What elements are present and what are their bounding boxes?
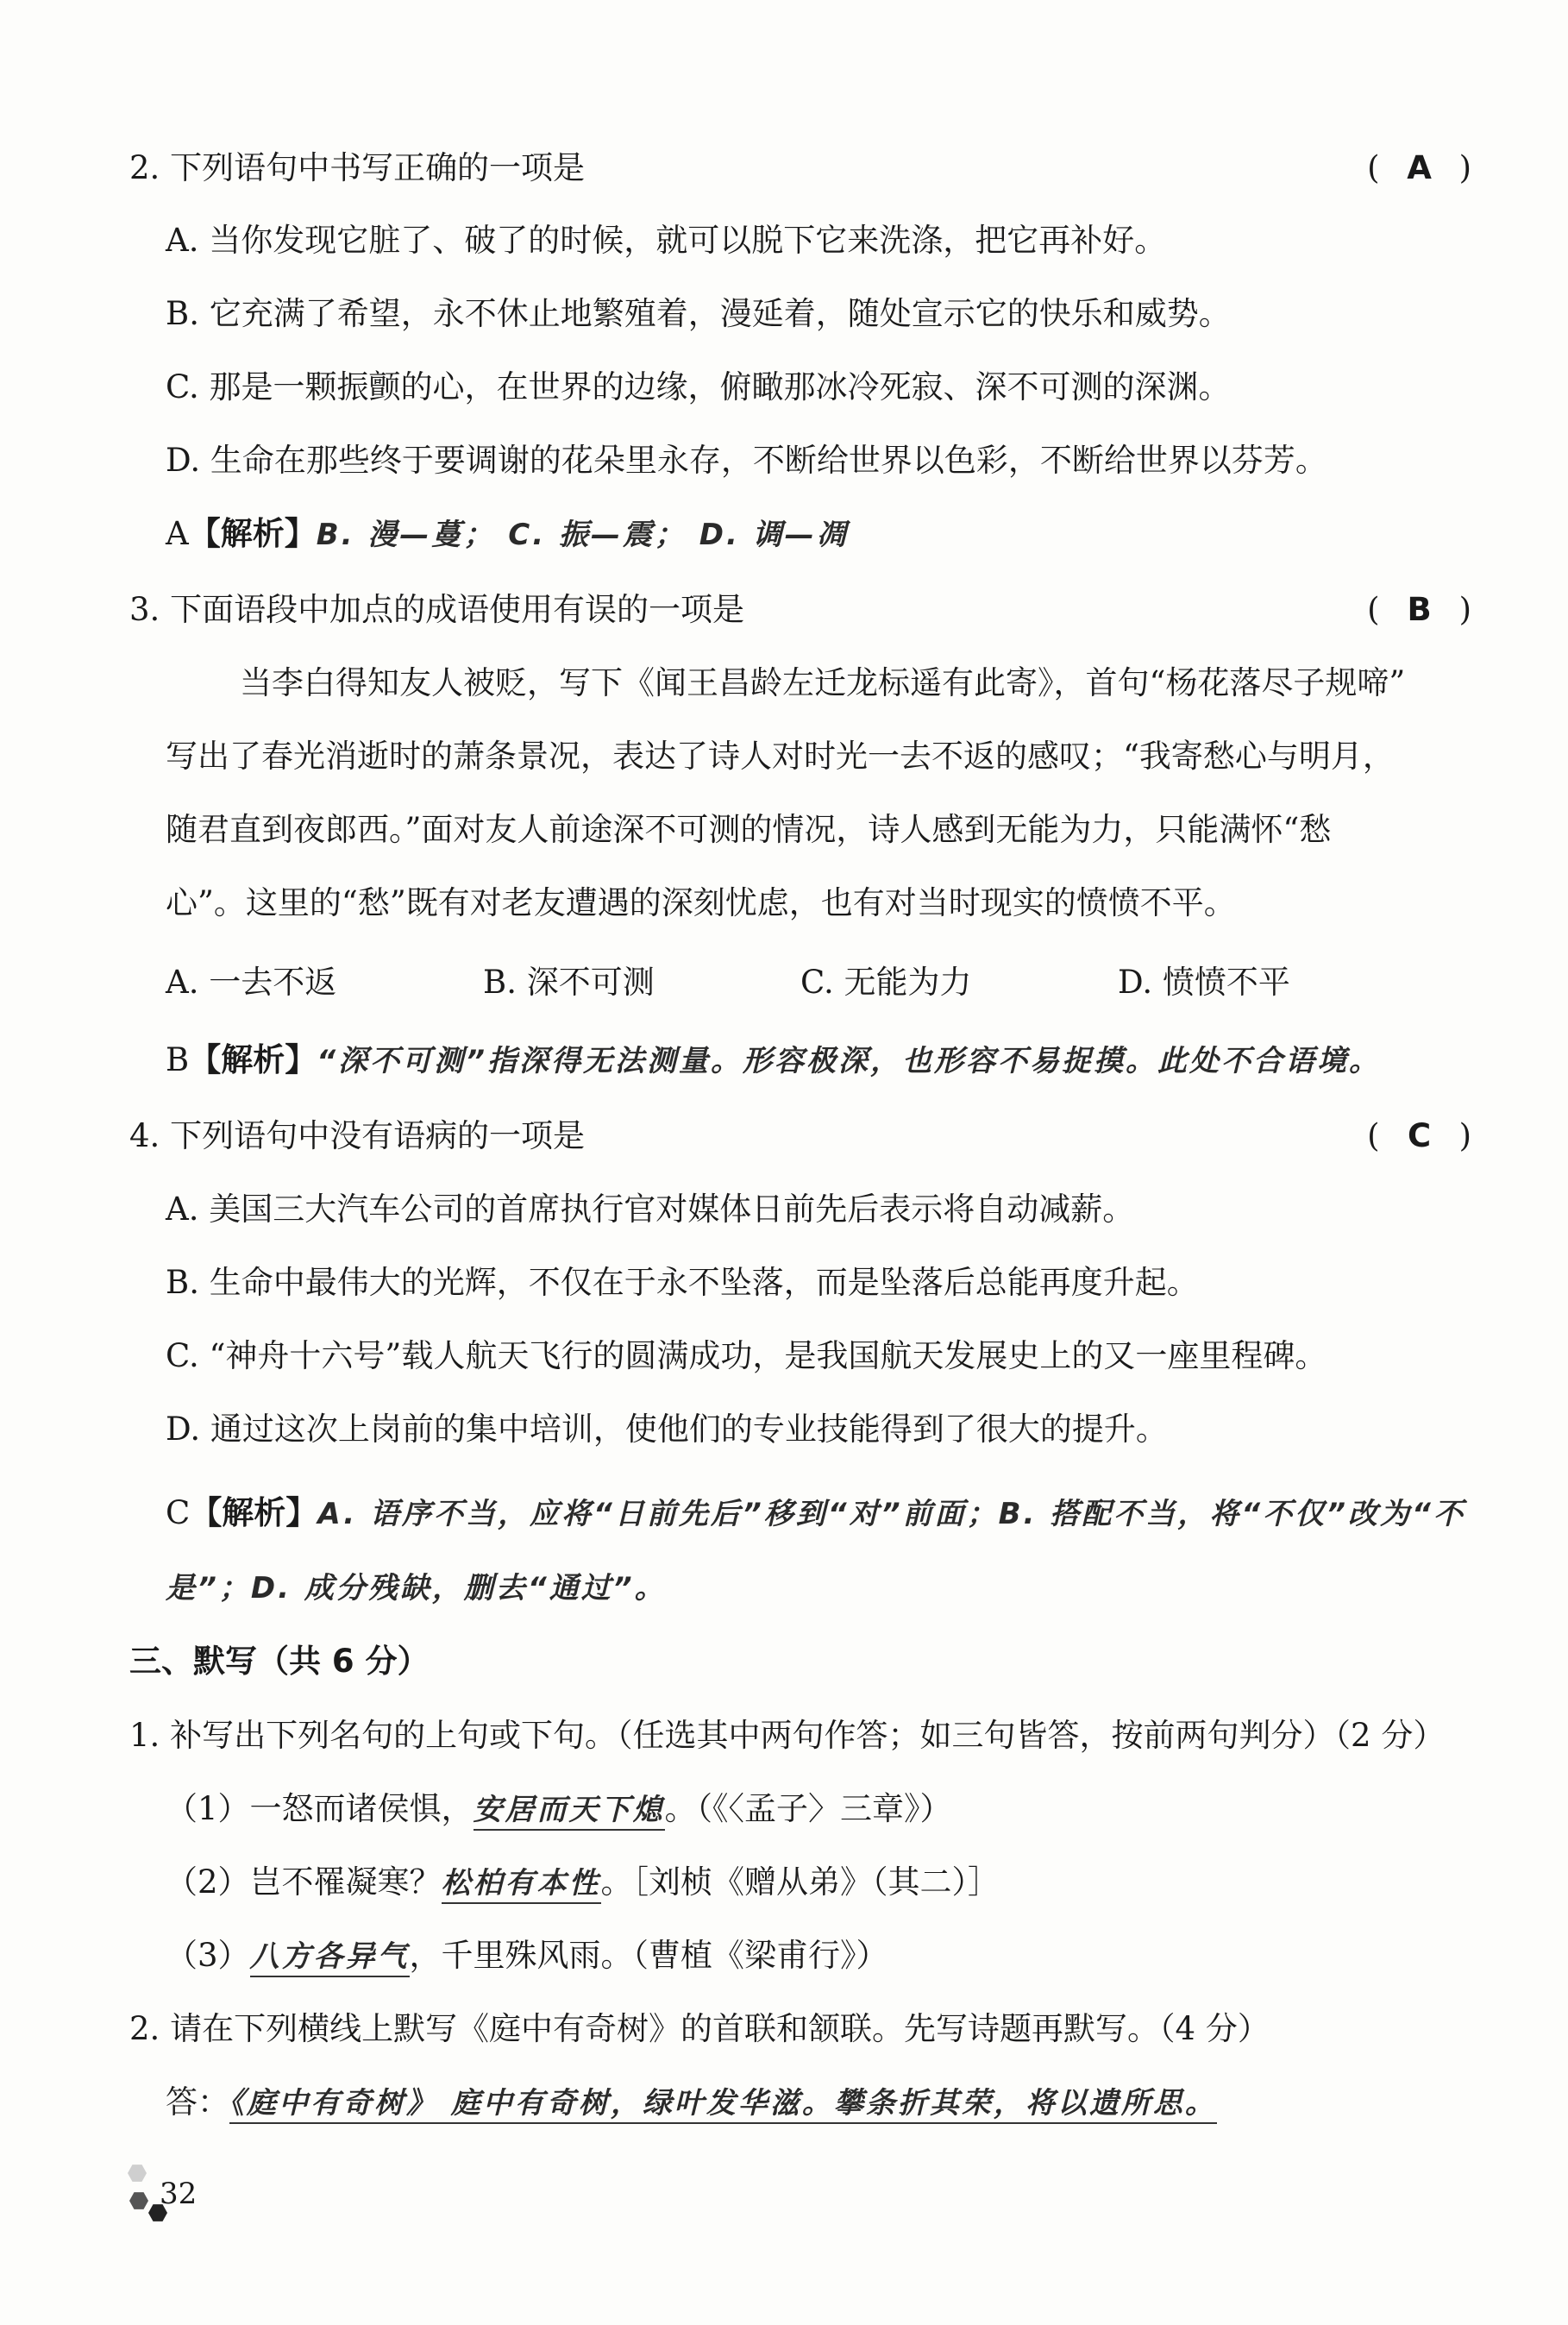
q3-passage-line-3: 随君直到夜郎西。”面对友人前途深不可测的情况，诗人感到无能为力，只能满怀“愁 <box>166 811 1332 848</box>
q3-passage-line-4: 心”。这里的“愁”既有对老友遭遇的深刻忧虑，也有对当时现实的愤愤不平。 <box>166 884 1236 921</box>
q4-answer: C <box>1407 1117 1433 1154</box>
q3-option-a: A. 一去不返 <box>166 964 337 1001</box>
s3-q1-item-3: （3）八方各异气，千里殊风雨。（曹植《梁甫行》） <box>166 1934 1568 1978</box>
q4-answer-bracket: ( C ) <box>1367 1115 1473 1158</box>
hexagon-icon <box>129 2191 148 2210</box>
s3-q1-item-2-answer: 松柏有本性 <box>442 1866 601 1904</box>
q2-analysis: A【解析】B. 漫—蔓； C. 振—震； D. 调—凋 <box>166 515 849 552</box>
q3-passage-line-2: 写出了春光消逝时的萧条景况，表达了诗人对时光一去不返的感叹；“我寄愁心与明月， <box>166 738 1395 775</box>
q2-stem: 2. 下列语句中书写正确的一项是 ( A ) <box>129 147 1568 190</box>
q4-stem: 4. 下列语句中没有语病的一项是 ( C ) <box>129 1115 1568 1158</box>
hexagon-icon <box>128 2164 147 2183</box>
s3-q2-answer-line: 答：《庭中有奇树》 庭中有奇树，绿叶发华滋。攀条折其荣，将以遗所思。 <box>166 2081 1568 2125</box>
s3-q1-item-1: （1）一怒而诸侯惧，安居而天下熄。（《〈孟子〉三章》） <box>166 1788 1568 1832</box>
s3-q2-answer: 《庭中有奇树》 庭中有奇树，绿叶发华滋。攀条折其荣，将以遗所思。 <box>229 2086 1217 2124</box>
q2-option-a: A. 当你发现它脏了、破了的时候，就可以脱下它来洗涤，把它再补好。 <box>166 222 1167 259</box>
q3-option-c: C. 无能为力 <box>800 964 972 1001</box>
q4-analysis-line-2: 是”；D. 成分残缺，删去“通过”。 <box>166 1571 667 1606</box>
q2-option-d: D. 生命在那些终于要调谢的花朵里永存，不断给世界以色彩，不断给世界以芬芳。 <box>166 442 1327 479</box>
s3-q2-stem: 2. 请在下列横线上默写《庭中有奇树》的首联和颔联。先写诗题再默写。（4 分） <box>129 2010 1270 2047</box>
q3-analysis: B【解析】“深不可测”指深得无法测量。形容极深，也形容不易捉摸。此处不合语境。 <box>166 1041 1381 1078</box>
page-number: 32 <box>160 2177 198 2211</box>
q2-option-c: C. 那是一颗振颤的心，在世界的边缘，俯瞰那冰冷死寂、深不可测的深渊。 <box>166 368 1231 405</box>
q2-answer-bracket: ( A ) <box>1367 147 1473 190</box>
q3-options <box>166 961 1568 1004</box>
q2-answer: A <box>1407 149 1433 186</box>
s3-q1-stem: 1. 补写出下列名句的上句或下句。（任选其中两句作答；如三句皆答，按前两句判分）（2 分） <box>129 1717 1446 1754</box>
q3-passage-line-1: 当李白得知友人被贬，写下《闻王昌龄左迁龙标遥有此寄》，首句“杨花落尽子规啼” <box>240 664 1406 701</box>
q4-option-d: D. 通过这次上岗前的集中培训，使他们的专业技能得到了很大的提升。 <box>166 1411 1168 1448</box>
q2-option-b: B. 它充满了希望，永不休止地繁殖着，漫延着，随处宣示它的快乐和威势。 <box>166 295 1231 332</box>
q4-option-a: A. 美国三大汽车公司的首席执行官对媒体日前先后表示将自动减薪。 <box>166 1191 1135 1228</box>
q3-option-d: D. 愤愤不平 <box>1118 964 1290 1001</box>
section-title: 三、默写（共 6 分） <box>129 1643 430 1680</box>
q4-analysis-line-1: C【解析】A. 语序不当，应将“日前先后”移到“对”前面；B. 搭配不当，将“不仅”改为“不 <box>166 1494 1465 1531</box>
q3-answer: B <box>1407 591 1433 628</box>
q4-option-b: B. 生命中最伟大的光辉，不仅在于永不坠落，而是坠落后总能再度升起。 <box>166 1264 1199 1301</box>
s3-q1-item-2: （2）岂不罹凝寒？松柏有本性。［刘桢《赠从弟》（其二）］ <box>166 1861 1568 1905</box>
q4-option-c: C. “神舟十六号”载人航天飞行的圆满成功，是我国航天发展史上的又一座里程碑。 <box>166 1337 1327 1374</box>
q3-answer-bracket: ( B ) <box>1367 588 1473 632</box>
q3-option-b: B. 深不可测 <box>483 964 655 1001</box>
q3-stem: 3. 下面语段中加点的成语使用有误的一项是 ( B ) <box>129 588 1568 632</box>
s3-q1-item-1-answer: 安居而天下熄 <box>474 1793 665 1831</box>
s3-q1-item-3-answer: 八方各异气 <box>250 1939 410 1977</box>
